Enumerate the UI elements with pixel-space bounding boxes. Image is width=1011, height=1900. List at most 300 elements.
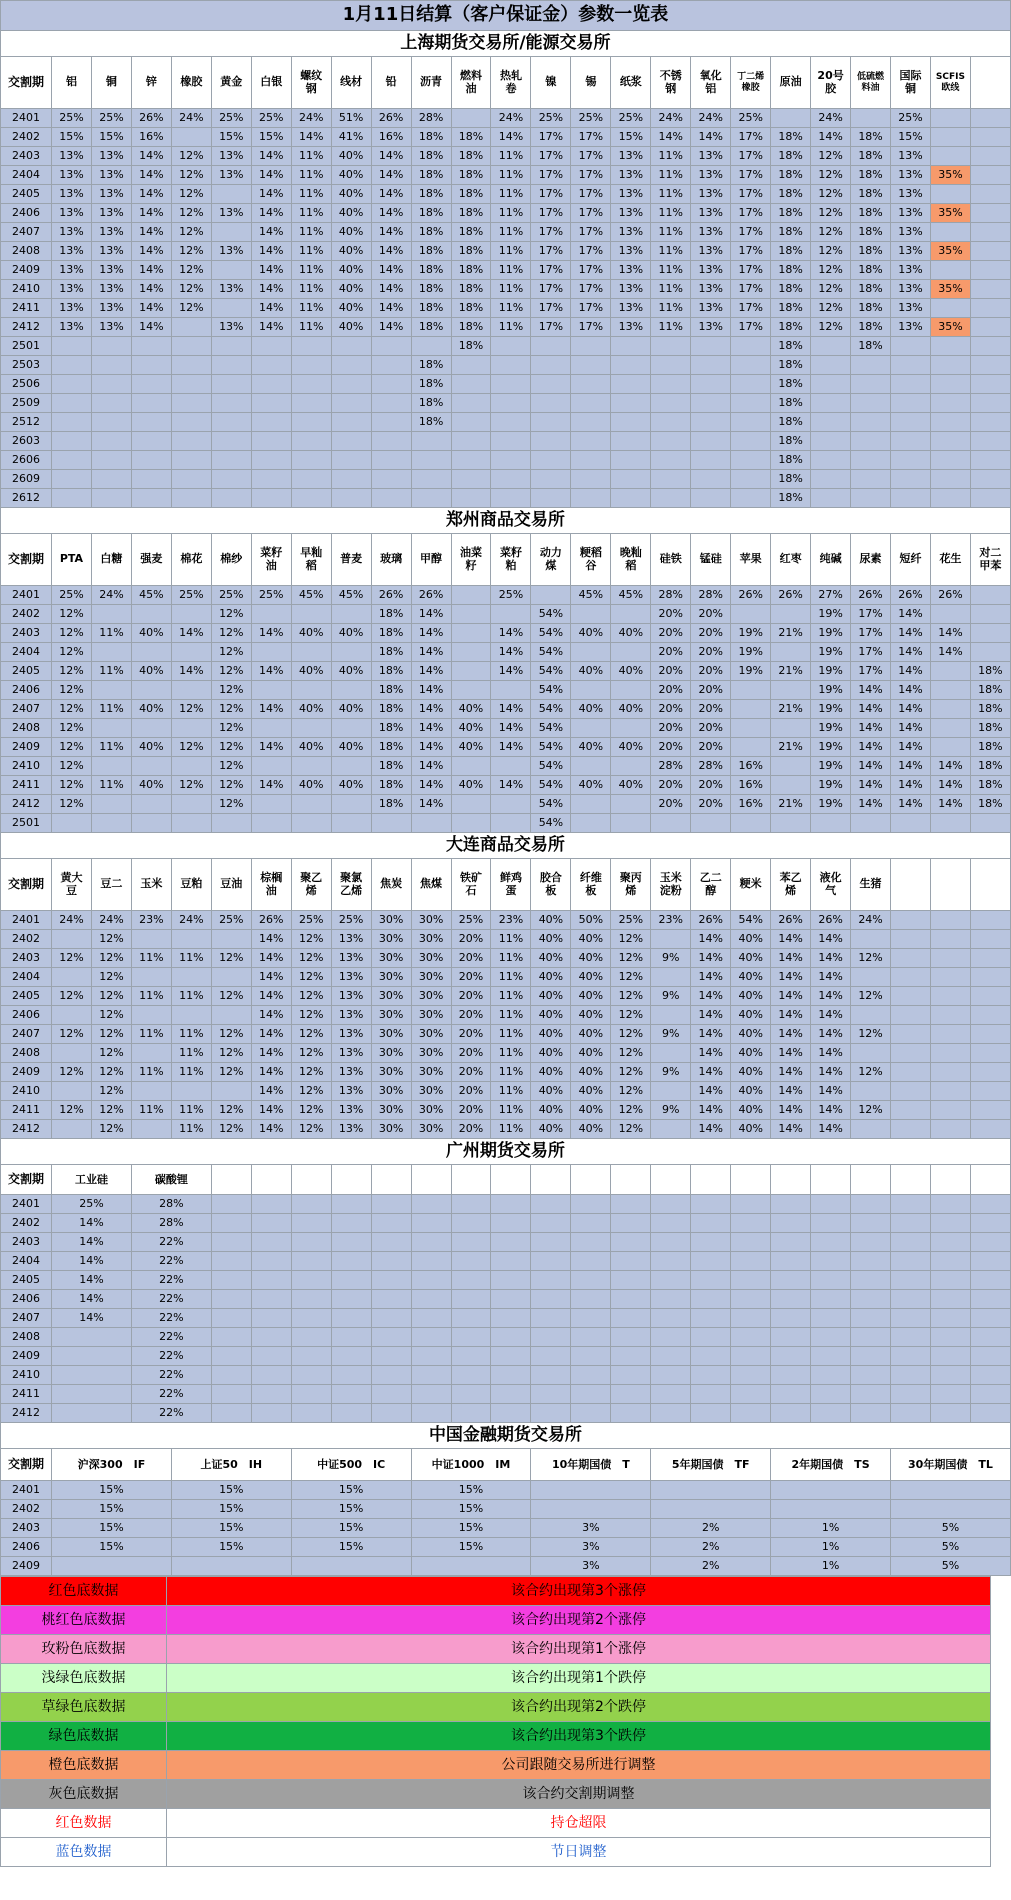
empty-cell bbox=[211, 1366, 251, 1385]
table-cell: 30% bbox=[371, 911, 411, 930]
table-cell: 18% bbox=[451, 223, 491, 242]
table-cell: 12% bbox=[52, 1101, 92, 1120]
table-cell: 18% bbox=[970, 719, 1010, 738]
table-cell bbox=[211, 413, 251, 432]
table-cell bbox=[731, 337, 771, 356]
table-cell: 13% bbox=[691, 261, 731, 280]
table-cell: 14% bbox=[411, 757, 451, 776]
table-cell bbox=[451, 643, 491, 662]
legend-row bbox=[1, 1693, 991, 1722]
table-cell: 12% bbox=[811, 242, 851, 261]
empty-cell bbox=[371, 1165, 411, 1195]
column-header bbox=[930, 859, 970, 911]
table-cell: 40% bbox=[531, 1044, 571, 1063]
row-period: 2409 bbox=[1, 738, 52, 757]
empty-cell bbox=[451, 1309, 491, 1328]
table-cell: 12% bbox=[851, 987, 891, 1006]
empty-cell bbox=[571, 1366, 611, 1385]
table-cell: 18% bbox=[371, 719, 411, 738]
table-cell: 13% bbox=[91, 261, 131, 280]
empty-cell bbox=[491, 1214, 531, 1233]
table-cell bbox=[651, 394, 691, 413]
table-cell: 18% bbox=[411, 375, 451, 394]
table-cell bbox=[91, 681, 131, 700]
empty-cell bbox=[691, 1290, 731, 1309]
table-cell: 14% bbox=[251, 204, 291, 223]
table-row bbox=[1, 489, 1011, 508]
table-cell: 13% bbox=[331, 1025, 371, 1044]
table-cell bbox=[491, 356, 531, 375]
table-cell: 12% bbox=[52, 1063, 92, 1082]
table-cell: 14% bbox=[691, 949, 731, 968]
table-row bbox=[1, 1385, 1011, 1404]
table-cell: 14% bbox=[291, 128, 331, 147]
table-cell bbox=[251, 814, 291, 833]
table-cell bbox=[331, 375, 371, 394]
table-cell: 40% bbox=[331, 700, 371, 719]
table-cell: 20% bbox=[691, 624, 731, 643]
table-cell bbox=[491, 681, 531, 700]
table-cell: 18% bbox=[851, 147, 891, 166]
table-cell bbox=[731, 451, 771, 470]
table-cell: 24% bbox=[171, 911, 211, 930]
table-cell: 15% bbox=[291, 1538, 411, 1557]
empty-cell bbox=[731, 1366, 771, 1385]
empty-cell bbox=[651, 1347, 691, 1366]
table-cell bbox=[970, 1063, 1010, 1082]
table-cell: 18% bbox=[771, 489, 811, 508]
table-cell bbox=[731, 432, 771, 451]
table-cell: 14% bbox=[411, 605, 451, 624]
row-period: 2405 bbox=[1, 1271, 52, 1290]
column-header bbox=[52, 859, 92, 911]
table-cell: 18% bbox=[451, 242, 491, 261]
table-cell: 12% bbox=[52, 738, 92, 757]
empty-cell bbox=[451, 1271, 491, 1290]
empty-cell bbox=[691, 1347, 731, 1366]
table-cell: 40% bbox=[531, 930, 571, 949]
table-cell: 13% bbox=[331, 930, 371, 949]
table-cell bbox=[851, 1082, 891, 1101]
empty-cell bbox=[731, 1233, 771, 1252]
table-cell bbox=[411, 1557, 531, 1576]
table-row bbox=[1, 1233, 1011, 1252]
table-cell bbox=[491, 432, 531, 451]
table-cell bbox=[771, 814, 811, 833]
empty-cell bbox=[491, 1385, 531, 1404]
table-cell bbox=[131, 470, 171, 489]
table-cell: 14% bbox=[891, 757, 931, 776]
table-cell: 40% bbox=[531, 1120, 571, 1139]
table-cell: 40% bbox=[571, 662, 611, 681]
column-header-label: 20号胶 bbox=[817, 68, 844, 95]
table-cell: 20% bbox=[451, 930, 491, 949]
table-cell: 12% bbox=[52, 643, 92, 662]
column-header bbox=[930, 534, 970, 586]
table-cell: 11% bbox=[651, 280, 691, 299]
table-row bbox=[1, 1309, 1011, 1328]
header-row bbox=[1, 1449, 1011, 1481]
table-cell: 22% bbox=[131, 1347, 211, 1366]
empty-cell bbox=[771, 1309, 811, 1328]
empty-cell bbox=[451, 1328, 491, 1347]
empty-cell bbox=[811, 1252, 851, 1271]
table-row bbox=[1, 375, 1011, 394]
empty-cell bbox=[451, 1252, 491, 1271]
row-period: 2408 bbox=[1, 1044, 52, 1063]
column-header bbox=[930, 57, 970, 109]
table-cell: 11% bbox=[651, 223, 691, 242]
legend-table bbox=[0, 1576, 991, 1867]
table-cell bbox=[131, 795, 171, 814]
table-cell bbox=[970, 1006, 1010, 1025]
table-cell: 13% bbox=[691, 147, 731, 166]
table-cell: 12% bbox=[91, 1063, 131, 1082]
table-cell: 18% bbox=[371, 662, 411, 681]
empty-cell bbox=[251, 1385, 291, 1404]
table-cell bbox=[91, 605, 131, 624]
table-cell bbox=[171, 757, 211, 776]
table-cell bbox=[970, 356, 1010, 375]
table-cell: 13% bbox=[52, 147, 92, 166]
header-row bbox=[1, 1165, 1011, 1195]
table-cell bbox=[930, 470, 970, 489]
table-cell bbox=[91, 337, 131, 356]
row-period: 2405 bbox=[1, 185, 52, 204]
table-cell: 25% bbox=[52, 1195, 132, 1214]
empty-cell bbox=[331, 1309, 371, 1328]
legend-row bbox=[1, 1635, 991, 1664]
table-cell bbox=[131, 930, 171, 949]
table-cell: 40% bbox=[331, 280, 371, 299]
table-cell: 11% bbox=[491, 1063, 531, 1082]
table-cell bbox=[970, 147, 1010, 166]
table-cell bbox=[451, 681, 491, 700]
row-period: 2402 bbox=[1, 1214, 52, 1233]
section-row bbox=[1, 31, 1011, 57]
table-cell bbox=[131, 643, 171, 662]
table-cell: 14% bbox=[811, 1063, 851, 1082]
table-cell bbox=[891, 1025, 931, 1044]
table-cell: 14% bbox=[371, 280, 411, 299]
table-cell: 14% bbox=[251, 261, 291, 280]
table-cell: 14% bbox=[131, 166, 171, 185]
table-cell: 12% bbox=[211, 1044, 251, 1063]
table-cell: 12% bbox=[811, 185, 851, 204]
column-header bbox=[531, 859, 571, 911]
empty-cell bbox=[930, 1271, 970, 1290]
table-cell bbox=[52, 968, 92, 987]
table-cell: 14% bbox=[691, 128, 731, 147]
table-cell: 40% bbox=[571, 776, 611, 795]
section-row bbox=[1, 1423, 1011, 1449]
table-cell: 13% bbox=[891, 147, 931, 166]
table-cell bbox=[651, 470, 691, 489]
table-cell: 11% bbox=[291, 280, 331, 299]
empty-cell bbox=[891, 1214, 931, 1233]
table-cell: 3% bbox=[531, 1557, 651, 1576]
table-cell bbox=[211, 451, 251, 470]
table-cell bbox=[731, 356, 771, 375]
column-header bbox=[52, 57, 92, 109]
table-cell bbox=[251, 681, 291, 700]
table-cell: 30% bbox=[411, 930, 451, 949]
table-cell: 12% bbox=[851, 1063, 891, 1082]
table-cell bbox=[131, 605, 171, 624]
empty-cell bbox=[930, 1195, 970, 1214]
empty-cell bbox=[970, 1290, 1010, 1309]
empty-cell bbox=[970, 1233, 1010, 1252]
row-period: 2411 bbox=[1, 299, 52, 318]
table-cell: 17% bbox=[731, 242, 771, 261]
table-row bbox=[1, 356, 1011, 375]
column-header-label: 花生 bbox=[939, 552, 962, 566]
table-row bbox=[1, 185, 1011, 204]
table-cell: 14% bbox=[930, 643, 970, 662]
table-cell: 17% bbox=[531, 128, 571, 147]
table-cell: 20% bbox=[451, 968, 491, 987]
table-cell: 13% bbox=[611, 261, 651, 280]
table-cell: 40% bbox=[331, 166, 371, 185]
table-cell bbox=[970, 1101, 1010, 1120]
table-row bbox=[1, 586, 1011, 605]
table-cell: 18% bbox=[771, 413, 811, 432]
empty-cell bbox=[851, 1214, 891, 1233]
table-cell: 14% bbox=[411, 795, 451, 814]
table-cell bbox=[371, 337, 411, 356]
table-cell: 28% bbox=[691, 757, 731, 776]
table-cell: 12% bbox=[291, 1025, 331, 1044]
table-cell: 19% bbox=[811, 719, 851, 738]
empty-cell bbox=[651, 1328, 691, 1347]
empty-cell bbox=[891, 1271, 931, 1290]
table-cell: 12% bbox=[52, 700, 92, 719]
table-cell bbox=[52, 470, 92, 489]
table-cell bbox=[851, 432, 891, 451]
table-cell: 13% bbox=[91, 185, 131, 204]
table-cell bbox=[251, 356, 291, 375]
legend-label: 浅绿色底数据 bbox=[1, 1664, 167, 1693]
row-period: 2410 bbox=[1, 280, 52, 299]
column-header: 交割期 bbox=[1, 1165, 52, 1195]
empty-cell bbox=[731, 1328, 771, 1347]
empty-cell bbox=[651, 1233, 691, 1252]
column-header-label: 交割期 bbox=[7, 551, 44, 566]
table-cell bbox=[131, 1120, 171, 1139]
empty-cell bbox=[331, 1233, 371, 1252]
table-cell: 14% bbox=[131, 280, 171, 299]
table-cell bbox=[970, 1025, 1010, 1044]
table-cell: 17% bbox=[851, 643, 891, 662]
table-cell: 28% bbox=[411, 109, 451, 128]
row-period: 2407 bbox=[1, 223, 52, 242]
table-cell bbox=[171, 968, 211, 987]
table-cell: 45% bbox=[571, 586, 611, 605]
table-cell bbox=[930, 700, 970, 719]
table-cell: 40% bbox=[291, 776, 331, 795]
table-cell: 18% bbox=[371, 757, 411, 776]
table-cell: 18% bbox=[851, 280, 891, 299]
column-header-label: 玻璃 bbox=[380, 552, 403, 566]
empty-cell bbox=[411, 1366, 451, 1385]
table-cell: 11% bbox=[131, 1025, 171, 1044]
table-cell bbox=[491, 413, 531, 432]
table-cell: 18% bbox=[970, 795, 1010, 814]
empty-cell bbox=[930, 1233, 970, 1252]
table-cell: 13% bbox=[331, 987, 371, 1006]
table-cell: 12% bbox=[291, 1006, 331, 1025]
table-cell: 14% bbox=[891, 719, 931, 738]
row-period: 2406 bbox=[1, 204, 52, 223]
table-cell bbox=[970, 128, 1010, 147]
empty-cell bbox=[531, 1404, 571, 1423]
table-cell: 20% bbox=[651, 738, 691, 757]
table-cell: 9% bbox=[651, 949, 691, 968]
table-cell bbox=[930, 1063, 970, 1082]
table-cell: 40% bbox=[291, 662, 331, 681]
empty-cell bbox=[531, 1214, 571, 1233]
table-cell: 14% bbox=[691, 1082, 731, 1101]
table-cell bbox=[571, 356, 611, 375]
column-header: 2年期国债 TS bbox=[771, 1449, 891, 1481]
table-cell bbox=[611, 337, 651, 356]
table-cell: 14% bbox=[52, 1290, 132, 1309]
table-cell: 14% bbox=[411, 776, 451, 795]
table-cell: 14% bbox=[691, 1101, 731, 1120]
table-cell bbox=[171, 413, 211, 432]
table-row bbox=[1, 1366, 1011, 1385]
table-cell bbox=[451, 605, 491, 624]
table-cell: 14% bbox=[491, 643, 531, 662]
table-cell bbox=[371, 394, 411, 413]
table-cell: 14% bbox=[771, 1120, 811, 1139]
empty-cell bbox=[851, 1252, 891, 1271]
empty-cell bbox=[451, 1404, 491, 1423]
table-cell: 1% bbox=[771, 1557, 891, 1576]
table-cell: 11% bbox=[651, 166, 691, 185]
column-header-label: 苯乙烯 bbox=[779, 870, 802, 897]
table-cell: 25% bbox=[211, 586, 251, 605]
table-cell: 40% bbox=[331, 223, 371, 242]
empty-cell bbox=[451, 1214, 491, 1233]
table-cell: 12% bbox=[52, 776, 92, 795]
table-cell bbox=[52, 930, 92, 949]
table-cell: 18% bbox=[411, 128, 451, 147]
table-row bbox=[1, 1500, 1011, 1519]
table-row bbox=[1, 662, 1011, 681]
table-cell: 30% bbox=[371, 1120, 411, 1139]
table-cell bbox=[611, 470, 651, 489]
table-cell bbox=[371, 470, 411, 489]
table-cell bbox=[930, 451, 970, 470]
table-cell bbox=[291, 375, 331, 394]
table-cell: 12% bbox=[52, 757, 92, 776]
table-cell: 12% bbox=[52, 662, 92, 681]
table-cell: 12% bbox=[171, 147, 211, 166]
legend-label: 桃红色底数据 bbox=[1, 1606, 167, 1635]
table-cell: 17% bbox=[531, 204, 571, 223]
table-cell: 12% bbox=[611, 987, 651, 1006]
table-row bbox=[1, 681, 1011, 700]
column-header bbox=[1, 57, 52, 109]
table-cell bbox=[970, 394, 1010, 413]
table-cell: 14% bbox=[251, 1063, 291, 1082]
table-cell bbox=[691, 356, 731, 375]
table-cell: 12% bbox=[611, 930, 651, 949]
table-cell: 15% bbox=[291, 1519, 411, 1538]
column-header: 工业硅 bbox=[52, 1165, 132, 1195]
table-cell: 18% bbox=[771, 261, 811, 280]
column-header-label: 锌 bbox=[145, 75, 157, 89]
table-cell: 30% bbox=[411, 1082, 451, 1101]
empty-cell bbox=[611, 1404, 651, 1423]
table-cell: 12% bbox=[611, 1120, 651, 1139]
table-cell: 14% bbox=[691, 1063, 731, 1082]
table-cell bbox=[251, 795, 291, 814]
table-cell: 14% bbox=[131, 261, 171, 280]
column-header bbox=[211, 859, 251, 911]
empty-cell bbox=[371, 1385, 411, 1404]
table-cell: 13% bbox=[891, 242, 931, 261]
table-cell: 30% bbox=[371, 1101, 411, 1120]
table-cell: 11% bbox=[491, 299, 531, 318]
table-cell bbox=[451, 413, 491, 432]
table-cell: 25% bbox=[52, 586, 92, 605]
table-row bbox=[1, 432, 1011, 451]
empty-cell bbox=[531, 1385, 571, 1404]
table-row bbox=[1, 242, 1011, 261]
table-cell: 18% bbox=[411, 166, 451, 185]
table-cell bbox=[811, 413, 851, 432]
table-cell: 54% bbox=[531, 719, 571, 738]
table-cell: 14% bbox=[251, 776, 291, 795]
table-cell: 12% bbox=[211, 1120, 251, 1139]
table-cell: 30% bbox=[411, 1025, 451, 1044]
empty-cell bbox=[251, 1366, 291, 1385]
table-cell: 14% bbox=[891, 681, 931, 700]
empty-cell bbox=[970, 1347, 1010, 1366]
table-cell: 11% bbox=[491, 1120, 531, 1139]
column-header bbox=[251, 859, 291, 911]
empty-cell bbox=[531, 1328, 571, 1347]
table-cell bbox=[371, 814, 411, 833]
legend-label: 红色底数据 bbox=[1, 1577, 167, 1606]
table-cell: 18% bbox=[970, 776, 1010, 795]
table-cell: 14% bbox=[811, 1120, 851, 1139]
table-cell: 11% bbox=[491, 987, 531, 1006]
table-cell bbox=[52, 375, 92, 394]
empty-cell bbox=[970, 1271, 1010, 1290]
table-cell: 16% bbox=[371, 128, 411, 147]
table-cell: 12% bbox=[291, 987, 331, 1006]
empty-cell bbox=[451, 1366, 491, 1385]
column-header-label: 聚乙烯 bbox=[300, 870, 323, 897]
table-cell: 22% bbox=[131, 1366, 211, 1385]
table-cell: 40% bbox=[331, 776, 371, 795]
empty-cell bbox=[291, 1214, 331, 1233]
table-cell bbox=[491, 795, 531, 814]
table-cell: 35% bbox=[930, 166, 970, 185]
table-cell bbox=[571, 757, 611, 776]
column-header-label: 粳米 bbox=[739, 877, 762, 891]
table-cell bbox=[771, 1500, 891, 1519]
column-header-label: 胶合板 bbox=[539, 870, 562, 897]
table-cell: 11% bbox=[91, 738, 131, 757]
table-cell bbox=[970, 318, 1010, 337]
section-title: 中国金融期货交易所 bbox=[1, 1423, 1011, 1449]
table-cell bbox=[651, 337, 691, 356]
table-cell: 25% bbox=[891, 109, 931, 128]
